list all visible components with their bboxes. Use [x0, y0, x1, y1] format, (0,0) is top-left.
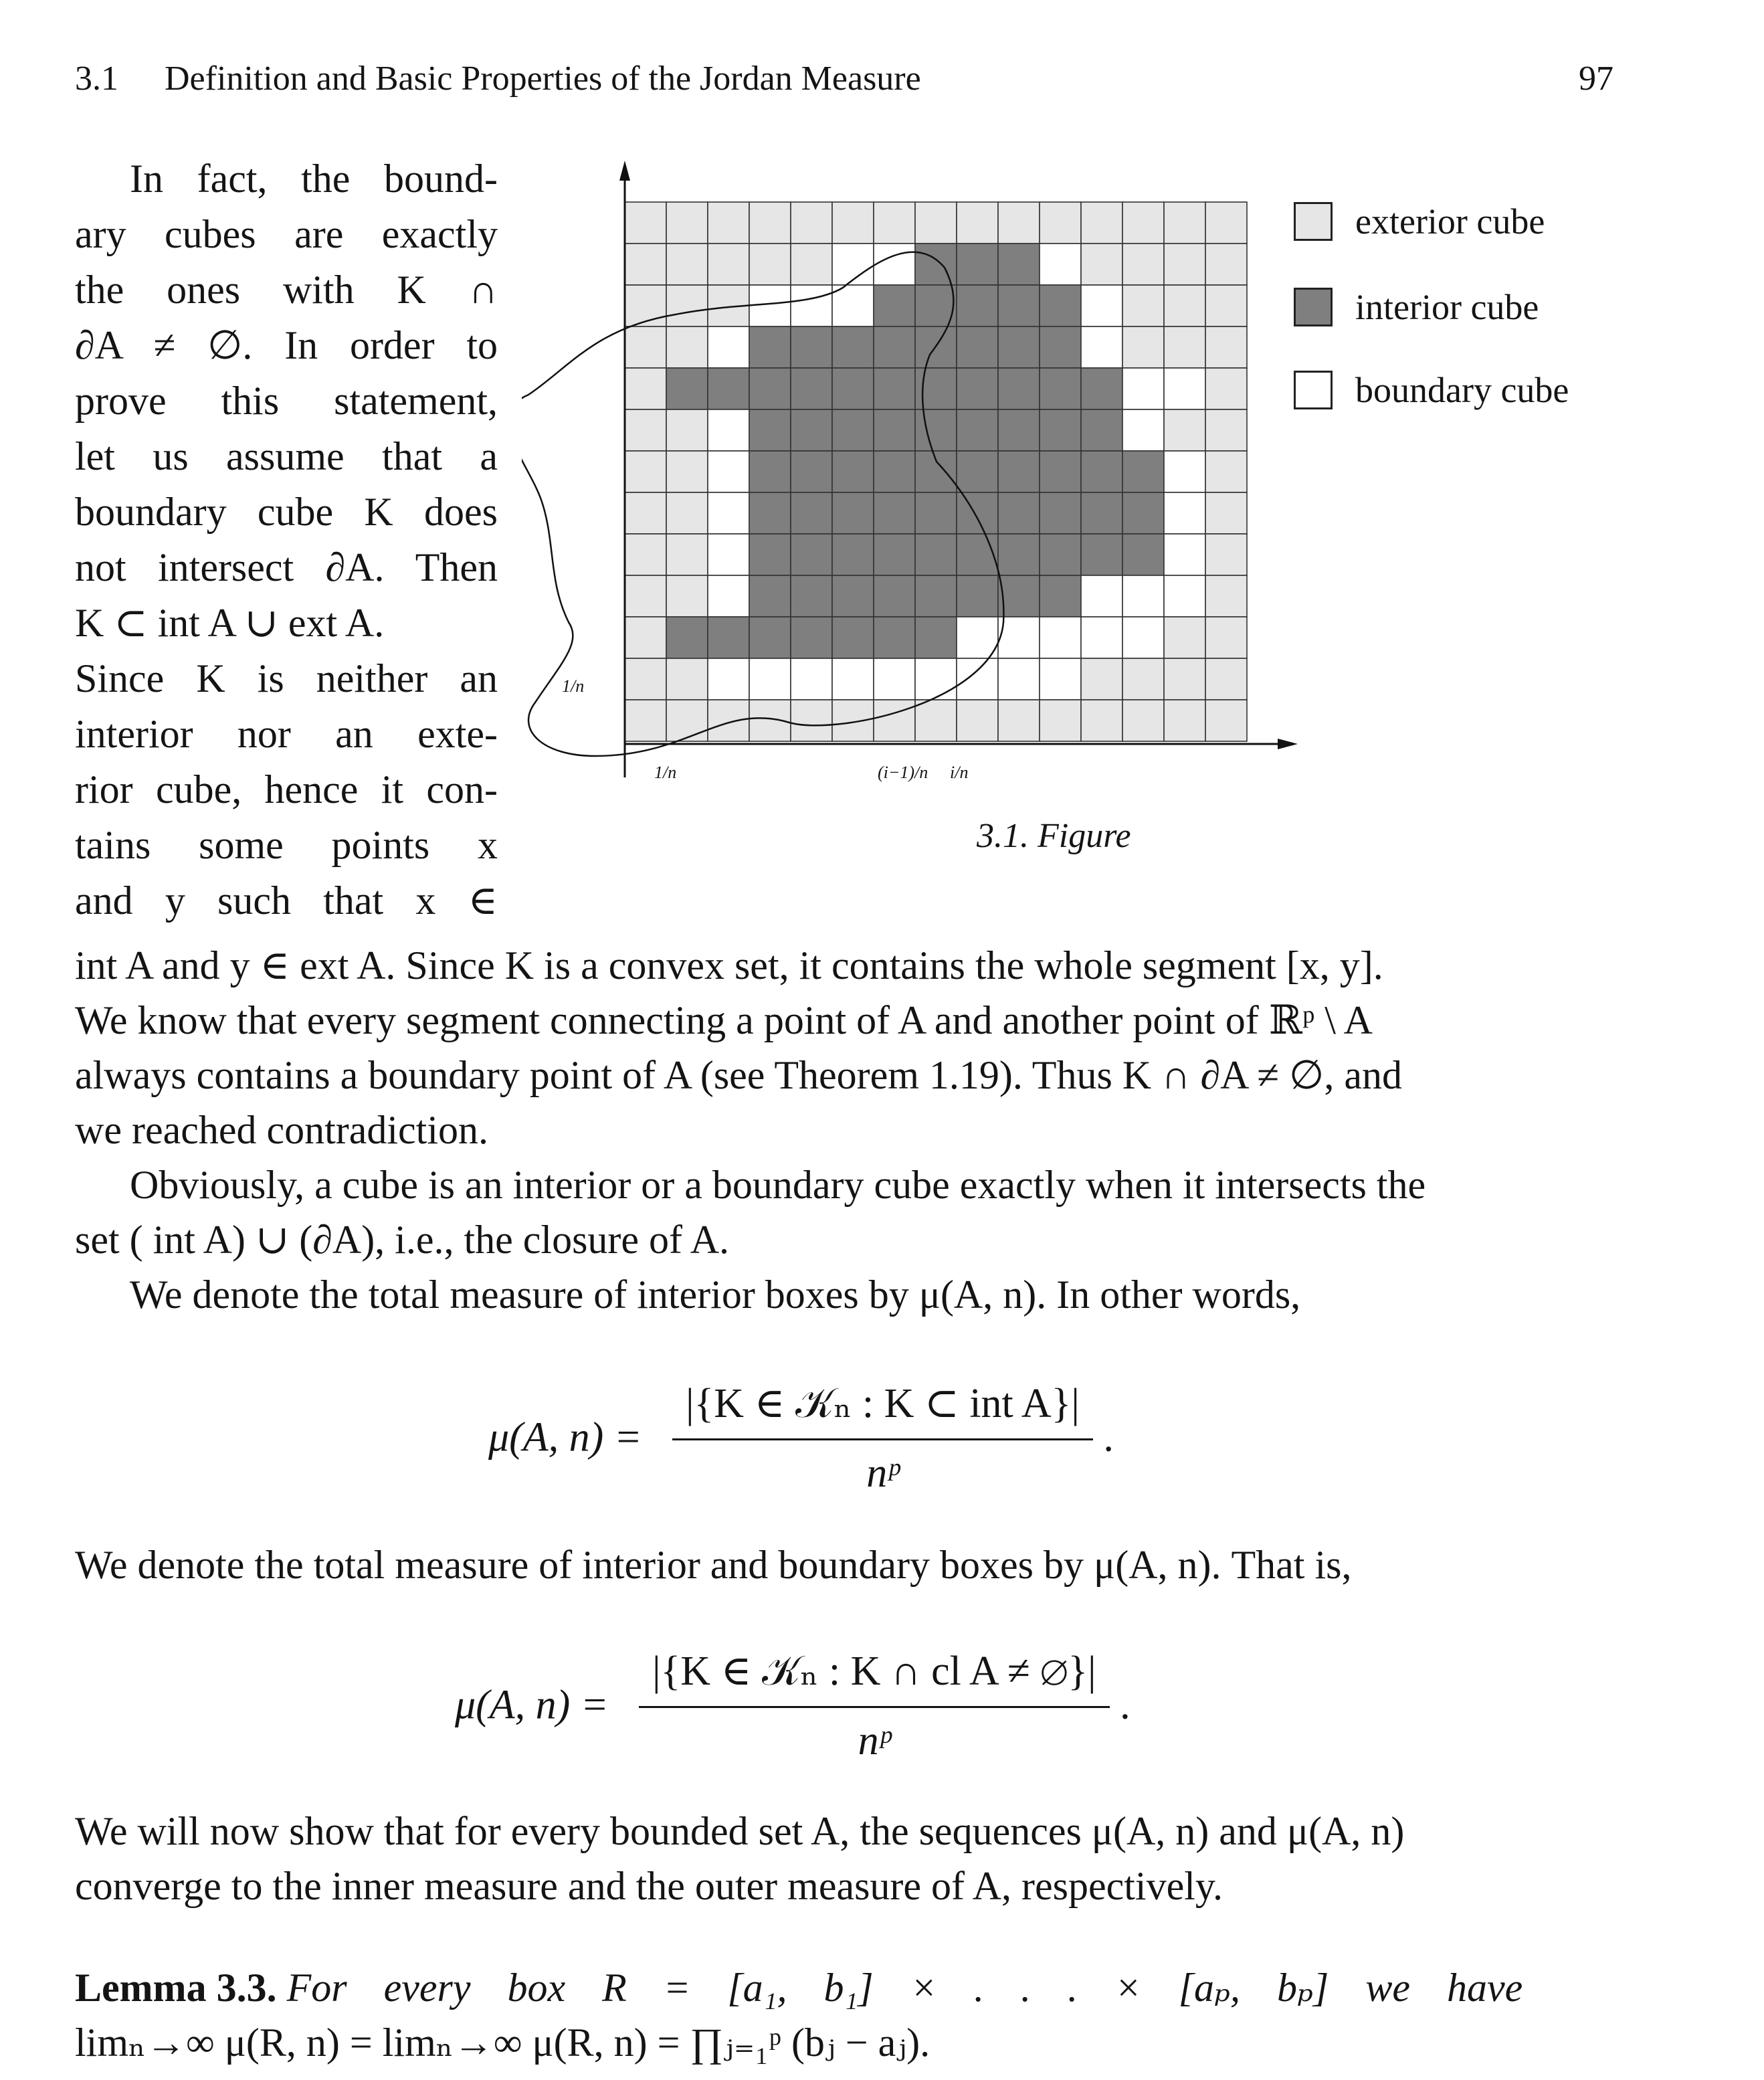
boundary-cube: [915, 658, 957, 700]
body-line: set ( int A) ∪ (∂A), i.e., the closure of A.: [75, 1218, 730, 1262]
interior-cube: [1122, 451, 1164, 492]
exterior-cube: [708, 202, 749, 244]
interior-cube: [998, 326, 1040, 368]
boundary-cube: [1122, 368, 1164, 409]
interior-cube: [832, 617, 874, 658]
interior-cube: [915, 492, 957, 534]
lemma-label: Lemma 3.3.: [75, 1966, 277, 2010]
exterior-cube: [666, 575, 708, 617]
interior-cube: [957, 534, 998, 575]
interior-cube: [1040, 285, 1081, 326]
exterior-cube: [1205, 700, 1247, 741]
interior-cube: [791, 534, 832, 575]
interior-cube: [832, 409, 874, 451]
exterior-cube: [874, 700, 915, 741]
exterior-cube: [666, 244, 708, 285]
interior-cube: [1040, 409, 1081, 451]
legend-interior: [1294, 286, 1539, 328]
interior-cube: [832, 326, 874, 368]
lemma-line-2: limₙ→∞ μ(R, n) = limₙ→∞ μ(R, n) = ∏ⱼ₌₁ᵖ (bⱼ − aⱼ).: [75, 2020, 930, 2065]
interior-cube: [874, 575, 915, 617]
legend-label: exterior cube: [1355, 201, 1545, 242]
boundary-cube: [708, 451, 749, 492]
exterior-cube: [625, 202, 666, 244]
interior-cube: [749, 451, 791, 492]
exterior-cube: [1205, 575, 1247, 617]
exterior-cube: [625, 658, 666, 700]
body-line: We denote the total measure of interior and boundary boxes by μ(A, n). That is,: [75, 1543, 1352, 1587]
x-tick-label-2: (i−1)/n: [878, 763, 928, 782]
exterior-cube: [666, 700, 708, 741]
boundary-cube: [791, 285, 832, 326]
interior-cube: [749, 368, 791, 409]
exterior-swatch: [1294, 202, 1333, 241]
wrap-line: interior nor an exte-: [75, 712, 498, 756]
boundary-cube: [874, 244, 915, 285]
interior-cube: [957, 575, 998, 617]
interior-cube: [749, 409, 791, 451]
interior-cube: [791, 451, 832, 492]
boundary-cube: [1164, 575, 1205, 617]
exterior-cube: [1205, 617, 1247, 658]
boundary-cube: [708, 534, 749, 575]
exterior-cube: [1122, 700, 1164, 741]
wrap-line: ∂A ≠ ∅. In order to: [75, 323, 498, 367]
exterior-cube: [1122, 202, 1164, 244]
interior-cube: [998, 368, 1040, 409]
exterior-cube: [1205, 409, 1247, 451]
interior-cube: [832, 451, 874, 492]
interior-cube: [1040, 326, 1081, 368]
exterior-cube: [998, 700, 1040, 741]
exterior-cube: [1081, 244, 1122, 285]
interior-cube: [957, 368, 998, 409]
equation-period: .: [1120, 1682, 1131, 1728]
interior-cube: [874, 326, 915, 368]
exterior-cube: [1164, 409, 1205, 451]
body-line: We denote the total measure of interior boxes by μ(A, n). In other words,: [130, 1272, 1301, 1317]
interior-cube: [666, 368, 708, 409]
interior-cube: [998, 492, 1040, 534]
grid-figure: [522, 154, 1311, 856]
interior-cube: [874, 492, 915, 534]
exterior-cube: [625, 534, 666, 575]
interior-cube: [915, 575, 957, 617]
interior-cube: [1040, 451, 1081, 492]
legend-label: interior cube: [1355, 287, 1539, 327]
boundary-cube: [708, 492, 749, 534]
x-tick-label-1: 1/n: [654, 763, 677, 782]
exterior-cube: [791, 202, 832, 244]
interior-cube: [874, 285, 915, 326]
interior-cube: [957, 326, 998, 368]
exterior-cube: [1205, 244, 1247, 285]
exterior-cube: [1205, 534, 1247, 575]
exterior-cube: [625, 368, 666, 409]
exterior-cube: [1205, 451, 1247, 492]
interior-cube: [874, 617, 915, 658]
exterior-cube: [625, 617, 666, 658]
wrap-line: not intersect ∂A. Then: [75, 545, 498, 589]
boundary-cube: [708, 409, 749, 451]
exterior-cube: [666, 658, 708, 700]
boundary-cube: [998, 658, 1040, 700]
exterior-cube: [1205, 285, 1247, 326]
exterior-cube: [1205, 326, 1247, 368]
exterior-cube: [1122, 285, 1164, 326]
interior-cube: [1081, 451, 1122, 492]
exterior-cube: [915, 700, 957, 741]
boundary-cube: [1122, 617, 1164, 658]
wrap-line: and y such that x ∈: [75, 878, 498, 923]
wrap-line: K ⊂ int A ∪ ext A.: [75, 601, 385, 645]
boundary-cube: [791, 658, 832, 700]
body-line: we reached contradiction.: [75, 1108, 489, 1152]
boundary-cube: [1122, 575, 1164, 617]
interior-cube: [1040, 492, 1081, 534]
equation-lhs: μ(A, n) =: [488, 1414, 642, 1460]
lemma-line-1: [75, 1960, 1626, 2016]
exterior-cube: [708, 700, 749, 741]
y-axis-arrow: [619, 161, 630, 181]
exterior-cube: [1081, 202, 1122, 244]
exterior-cube: [625, 492, 666, 534]
exterior-cube: [1164, 326, 1205, 368]
boundary-cube: [832, 244, 874, 285]
interior-swatch: [1294, 288, 1333, 326]
body-line: Obviously, a cube is an interior or a boundary cube exactly when it intersects the: [130, 1163, 1426, 1207]
lemma-statement: For every box R = [a₁, b₁] × . . . × [aₚ, bₚ] we have: [286, 1966, 1523, 2010]
page-number: 97: [1579, 60, 1613, 98]
figure-caption: 3.1. Figure: [977, 817, 1131, 855]
interior-cube: [791, 492, 832, 534]
boundary-cube: [957, 658, 998, 700]
boundary-cube: [1164, 368, 1205, 409]
boundary-cube: [874, 658, 915, 700]
exterior-cube: [791, 700, 832, 741]
exterior-cube: [1081, 700, 1122, 741]
exterior-cube: [666, 451, 708, 492]
exterior-cube: [749, 202, 791, 244]
boundary-cube: [1122, 409, 1164, 451]
interior-cube: [915, 244, 957, 285]
boundary-cube: [832, 285, 874, 326]
wrap-line: tains some points x: [75, 823, 498, 867]
interior-cube: [708, 617, 749, 658]
exterior-cube: [1164, 617, 1205, 658]
exterior-cube: [666, 285, 708, 326]
interior-cube: [1122, 534, 1164, 575]
wrap-line: let us assume that a: [75, 434, 498, 478]
cube-grid: [625, 202, 1247, 741]
exterior-cube: [625, 285, 666, 326]
interior-cube: [957, 451, 998, 492]
interior-cube: [915, 617, 957, 658]
exterior-cube: [1205, 202, 1247, 244]
interior-cube: [832, 492, 874, 534]
wrap-line: ary cubes are exactly: [75, 212, 498, 256]
exterior-cube: [1164, 202, 1205, 244]
exterior-cube: [749, 244, 791, 285]
interior-cube: [998, 244, 1040, 285]
interior-cube: [998, 285, 1040, 326]
interior-cube: [791, 368, 832, 409]
exterior-cube: [1164, 700, 1205, 741]
exterior-cube: [1164, 244, 1205, 285]
exterior-cube: [791, 244, 832, 285]
exterior-cube: [1205, 368, 1247, 409]
boundary-cube: [998, 617, 1040, 658]
interior-cube: [874, 368, 915, 409]
interior-cube: [874, 451, 915, 492]
exterior-cube: [957, 202, 998, 244]
equation-numerator: |{K ∈ 𝒦ₙ : K ∩ cl A ≠ ∅}|: [639, 1646, 1109, 1708]
interior-cube: [1122, 492, 1164, 534]
exterior-cube: [1122, 244, 1164, 285]
equation-outer-measure: [455, 1646, 1131, 1765]
interior-cube: [832, 575, 874, 617]
equation-period: .: [1103, 1414, 1114, 1460]
wrap-line: Since K is neither an: [75, 656, 498, 700]
interior-cube: [832, 368, 874, 409]
interior-cube: [915, 451, 957, 492]
equation-fraction: [672, 1378, 1093, 1497]
exterior-cube: [998, 202, 1040, 244]
interior-cube: [915, 368, 957, 409]
interior-cube: [1040, 368, 1081, 409]
x-axis-arrow: [1278, 739, 1298, 749]
exterior-cube: [957, 700, 998, 741]
interior-cube: [998, 451, 1040, 492]
interior-cube: [915, 409, 957, 451]
wrap-line: In fact, the bound-: [130, 157, 498, 201]
body-line: always contains a boundary point of A (see Theorem 1.19). Thus K ∩ ∂A ≠ ∅, and: [75, 1053, 1402, 1097]
interior-cube: [874, 409, 915, 451]
legend-label: boundary cube: [1355, 370, 1569, 410]
interior-cube: [1040, 534, 1081, 575]
exterior-cube: [1081, 658, 1122, 700]
interior-cube: [1081, 534, 1122, 575]
interior-cube: [1040, 575, 1081, 617]
interior-cube: [874, 534, 915, 575]
exterior-cube: [666, 492, 708, 534]
exterior-cube: [915, 202, 957, 244]
exterior-cube: [1205, 492, 1247, 534]
exterior-cube: [1040, 700, 1081, 741]
boundary-cube: [1040, 244, 1081, 285]
boundary-cube: [749, 285, 791, 326]
exterior-cube: [625, 409, 666, 451]
exterior-cube: [625, 575, 666, 617]
exterior-cube: [625, 451, 666, 492]
interior-cube: [998, 409, 1040, 451]
exterior-cube: [874, 202, 915, 244]
boundary-cube: [708, 575, 749, 617]
boundary-cube: [1081, 617, 1122, 658]
equation-fraction: [639, 1646, 1109, 1765]
wrap-line: rior cube, hence it con-: [75, 767, 498, 812]
exterior-cube: [1164, 658, 1205, 700]
interior-cube: [749, 617, 791, 658]
interior-cube: [791, 575, 832, 617]
body-line: int A and y ∈ ext A. Since K is a convex set, it contains the whole segment [x, y].: [75, 943, 1383, 987]
equation-inner-measure: [488, 1378, 1114, 1497]
boundary-cube: [832, 658, 874, 700]
boundary-cube: [708, 658, 749, 700]
boundary-cube: [1081, 285, 1122, 326]
interior-cube: [749, 492, 791, 534]
legend-boundary: [1294, 369, 1569, 411]
wrap-paragraph: [75, 151, 498, 929]
body-line: We will now show that for every bounded set A, the sequences μ(A, n) and μ(A, n): [75, 1809, 1405, 1853]
exterior-cube: [1040, 202, 1081, 244]
interior-cube: [666, 617, 708, 658]
interior-cube: [791, 326, 832, 368]
interior-cube: [749, 534, 791, 575]
exterior-cube: [1122, 658, 1164, 700]
boundary-cube: [1164, 492, 1205, 534]
exterior-cube: [625, 326, 666, 368]
interior-cube: [957, 409, 998, 451]
boundary-cube: [708, 326, 749, 368]
boundary-cube: [1081, 326, 1122, 368]
interior-cube: [749, 326, 791, 368]
wrap-line: the ones with K ∩: [75, 268, 498, 312]
legend-exterior: [1294, 201, 1545, 242]
equation-denominator: nᵖ: [858, 1718, 891, 1764]
figure-3-1: [522, 154, 1311, 856]
interior-cube: [791, 409, 832, 451]
interior-cube: [832, 534, 874, 575]
exterior-cube: [666, 326, 708, 368]
boundary-cube: [957, 617, 998, 658]
interior-cube: [749, 575, 791, 617]
interior-cube: [957, 492, 998, 534]
exterior-cube: [832, 202, 874, 244]
boundary-cube: [1081, 575, 1122, 617]
interior-cube: [1081, 368, 1122, 409]
interior-cube: [791, 617, 832, 658]
interior-cube: [708, 368, 749, 409]
body-line: We know that every segment connecting a point of A and another point of ℝᵖ \ A: [75, 998, 1373, 1042]
boundary-swatch: [1294, 371, 1333, 409]
exterior-cube: [625, 244, 666, 285]
boundary-cube: [1040, 617, 1081, 658]
exterior-cube: [1205, 658, 1247, 700]
wrap-line: prove this statement,: [75, 379, 498, 423]
body-line: converge to the inner measure and the outer measure of A, respectively.: [75, 1864, 1223, 1908]
interior-cube: [1081, 409, 1122, 451]
exterior-cube: [708, 244, 749, 285]
boundary-cube: [1164, 534, 1205, 575]
boundary-cube: [1164, 451, 1205, 492]
interior-cube: [998, 534, 1040, 575]
exterior-cube: [625, 700, 666, 741]
equation-denominator: nᵖ: [866, 1450, 899, 1496]
exterior-cube: [1164, 285, 1205, 326]
section-number: 3.1: [75, 60, 118, 98]
exterior-cube: [1122, 326, 1164, 368]
interior-cube: [915, 534, 957, 575]
running-title: Definition and Basic Properties of the Jordan Measure: [165, 60, 921, 98]
boundary-cube: [1040, 658, 1081, 700]
exterior-cube: [666, 534, 708, 575]
interior-cube: [957, 285, 998, 326]
x-tick-label-3: i/n: [950, 763, 969, 782]
equation-numerator: |{K ∈ 𝒦ₙ : K ⊂ int A}|: [672, 1378, 1093, 1440]
y-tick-label: 1/n: [562, 676, 585, 696]
wrap-line: boundary cube K does: [75, 490, 498, 534]
interior-cube: [1081, 492, 1122, 534]
equation-lhs: μ(A, n) =: [455, 1682, 609, 1728]
boundary-cube: [749, 658, 791, 700]
exterior-cube: [666, 409, 708, 451]
exterior-cube: [666, 202, 708, 244]
interior-cube: [957, 244, 998, 285]
